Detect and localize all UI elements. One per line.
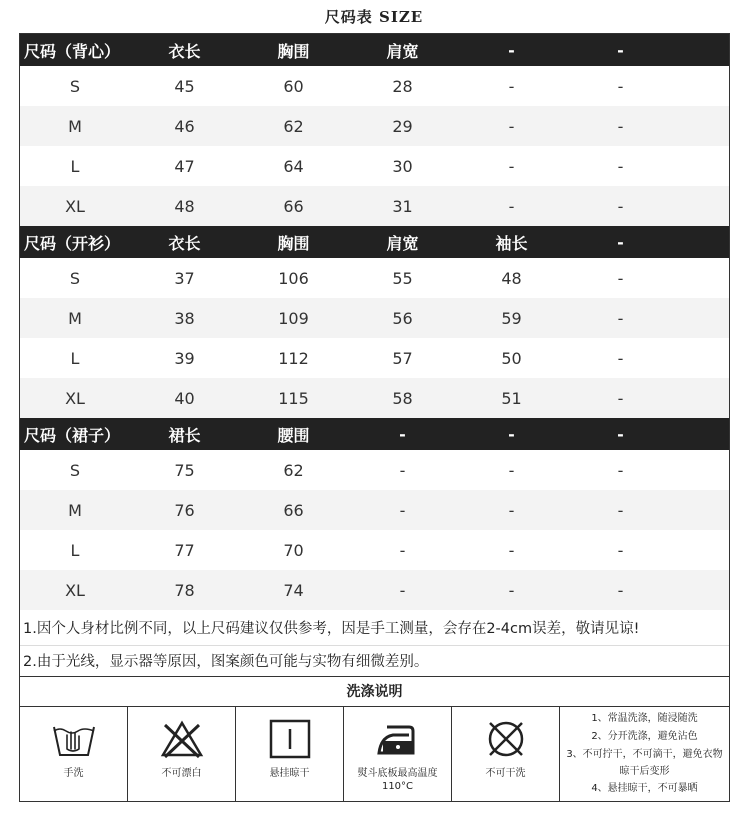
iron-icon: [375, 717, 421, 761]
hand-wash-icon: [51, 717, 97, 761]
table-cell: XL: [65, 196, 85, 216]
table-cell: M: [68, 500, 82, 520]
wash-symbol-iron: [344, 707, 452, 801]
table-cell: 75: [174, 460, 195, 480]
table-cell: -: [508, 500, 515, 520]
table-cell: -: [508, 460, 515, 480]
table-cell: 37: [174, 268, 195, 288]
table-cell: -: [508, 196, 515, 216]
table-cell: 74: [283, 580, 304, 600]
table-cell: M: [68, 308, 82, 328]
color-note: 2.由于光线，显示器等原因，图案颜色可能与实物有细微差别。: [20, 645, 729, 678]
wash-symbol-hand-wash: [20, 707, 128, 801]
table-cell: 62: [283, 460, 304, 480]
wash-label: 悬挂晾干: [269, 768, 310, 779]
table-cell: 58: [392, 388, 413, 408]
care-instruction: 1、常温洗涤，随浸随洗: [591, 713, 698, 724]
table-row: [20, 338, 729, 378]
size-table: [19, 33, 730, 678]
header-cell: 肩宽: [386, 41, 419, 61]
table-cell: 78: [174, 580, 195, 600]
vest-header-row: [20, 34, 729, 66]
table-cell: -: [617, 116, 624, 136]
no-dry-clean-icon: [483, 717, 529, 761]
table-cell: 40: [174, 388, 195, 408]
table-cell: -: [508, 540, 515, 560]
table-cell: 50: [501, 348, 522, 368]
table-cell: -: [399, 460, 406, 480]
table-cell: -: [617, 196, 624, 216]
table-row: [20, 378, 729, 418]
care-instruction: 3、不可拧干，不可滴干，避免衣物晾干后变形: [566, 749, 723, 777]
care-instructions: [560, 707, 729, 801]
table-cell: M: [68, 116, 82, 136]
table-cell: 112: [278, 348, 309, 368]
table-row: [20, 66, 729, 106]
table-cell: 48: [174, 196, 195, 216]
header-cell: 衣长: [168, 41, 201, 61]
wash-symbol-hang-dry: [236, 707, 344, 801]
table-cell: -: [508, 76, 515, 96]
table-cell: L: [70, 156, 80, 176]
table-row: [20, 106, 729, 146]
hang-dry-icon: [267, 717, 313, 761]
table-cell: -: [617, 540, 624, 560]
header-cell: -: [617, 40, 624, 60]
table-row: [20, 186, 729, 226]
table-cell: -: [508, 116, 515, 136]
table-cell: -: [508, 580, 515, 600]
table-cell: -: [617, 156, 624, 176]
wash-section-title: 洗涤说明: [19, 676, 730, 707]
table-cell: -: [617, 308, 624, 328]
table-cell: -: [617, 76, 624, 96]
size-note: 1.因个人身材比例不同，以上尺码建议仅供参考，因是手工测量，会存在2-4cm误差，敬请见谅!: [23, 621, 640, 637]
wash-symbol-no-bleach: [128, 707, 236, 801]
header-cell: -: [508, 424, 515, 444]
header-cell: -: [617, 232, 624, 252]
table-cell: 66: [283, 500, 304, 520]
table-cell: XL: [65, 580, 85, 600]
care-instruction: 2、分开洗涤，避免沾色: [591, 731, 698, 742]
table-cell: 106: [278, 268, 309, 288]
table-cell: S: [69, 76, 81, 96]
wash-symbol-no-dry-clean: [452, 707, 560, 801]
header-cell: 腰围: [277, 425, 310, 445]
header-cell: -: [399, 424, 406, 444]
wash-label: 不可干洗: [485, 768, 526, 779]
table-cell: 57: [392, 348, 413, 368]
cardigan-header-row: [20, 226, 729, 258]
table-cell: 31: [392, 196, 413, 216]
skirt-header-row: [20, 418, 729, 450]
header-cell: -: [508, 40, 515, 60]
header-cell: 肩宽: [386, 233, 419, 253]
table-cell: -: [617, 348, 624, 368]
header-cell: 袖长: [495, 233, 528, 253]
table-row: [20, 450, 729, 490]
table-cell: 38: [174, 308, 195, 328]
table-cell: 39: [174, 348, 195, 368]
table-cell: -: [617, 388, 624, 408]
table-cell: 55: [392, 268, 413, 288]
table-cell: 109: [278, 308, 309, 328]
table-row: [20, 530, 729, 570]
table-cell: 30: [392, 156, 413, 176]
table-cell: S: [69, 460, 81, 480]
wash-label: 不可漂白: [161, 768, 202, 779]
table-cell: 59: [501, 308, 522, 328]
table-row: [20, 570, 729, 610]
table-cell: 76: [174, 500, 195, 520]
table-cell: 29: [392, 116, 413, 136]
wash-label: 手洗: [63, 768, 84, 779]
wash-instructions-panel: [19, 706, 730, 802]
wash-label: 熨斗底板最高温度 110°C: [357, 768, 438, 792]
table-cell: XL: [65, 388, 85, 408]
table-cell: 45: [174, 76, 195, 96]
page-title: 尺码表 SIZE: [324, 8, 424, 26]
table-cell: 115: [278, 388, 309, 408]
table-row: [20, 490, 729, 530]
header-cell: 衣长: [168, 233, 201, 253]
table-row: [20, 258, 729, 298]
table-cell: 70: [283, 540, 304, 560]
table-cell: L: [70, 348, 80, 368]
table-cell: S: [69, 268, 81, 288]
table-cell: 46: [174, 116, 195, 136]
table-row: [20, 298, 729, 338]
table-cell: 60: [283, 76, 304, 96]
header-cell: 胸围: [277, 41, 310, 61]
table-cell: -: [617, 500, 624, 520]
table-cell: -: [617, 580, 624, 600]
table-row: [20, 146, 729, 186]
table-cell: -: [617, 268, 624, 288]
table-cell: -: [399, 540, 406, 560]
table-cell: 66: [283, 196, 304, 216]
table-cell: -: [399, 500, 406, 520]
table-cell: 77: [174, 540, 195, 560]
header-cell: 胸围: [277, 233, 310, 253]
no-bleach-icon: [159, 717, 205, 761]
table-cell: L: [70, 540, 80, 560]
header-cell: -: [617, 424, 624, 444]
table-cell: 56: [392, 308, 413, 328]
header-cell: 裙长: [168, 425, 201, 445]
table-cell: 28: [392, 76, 413, 96]
table-cell: -: [399, 580, 406, 600]
header-cell: 尺码（开衫）: [24, 233, 121, 253]
table-cell: -: [508, 156, 515, 176]
table-cell: 62: [283, 116, 304, 136]
table-cell: 64: [283, 156, 304, 176]
table-cell: -: [617, 460, 624, 480]
care-instruction: 4、悬挂晾干，不可暴晒: [591, 783, 698, 794]
table-cell: 48: [501, 268, 522, 288]
table-cell: 47: [174, 156, 195, 176]
header-cell: 尺码（背心）: [24, 41, 121, 61]
table-cell: 51: [501, 388, 522, 408]
header-cell: 尺码（裙子）: [24, 425, 121, 445]
